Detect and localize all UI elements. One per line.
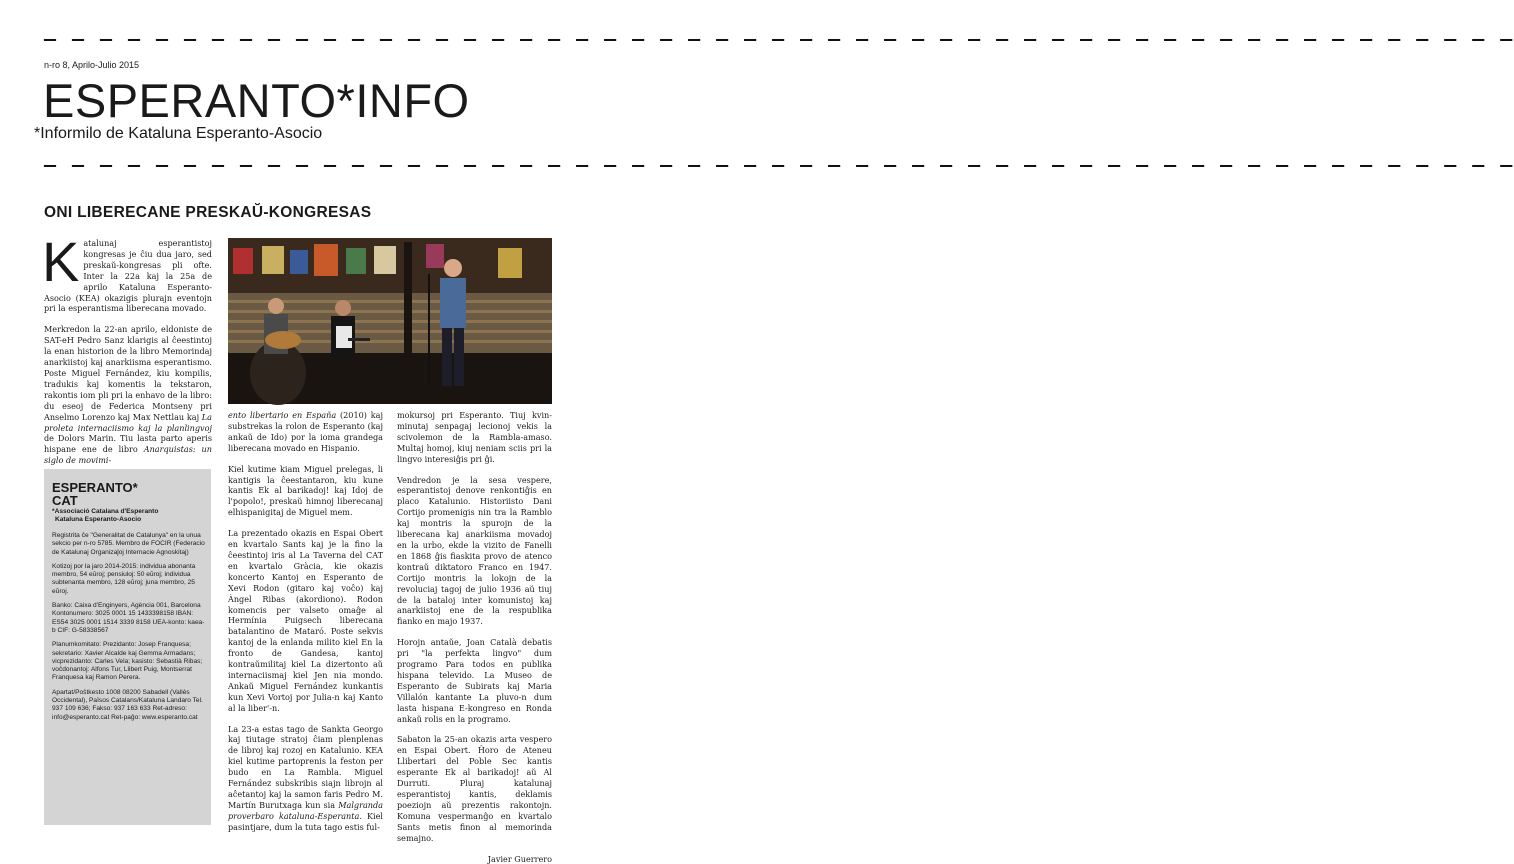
concert-photo-illustration (228, 238, 552, 404)
paragraph: La prezentado okazis en Espai Obert en kvartalo Sants kaj je la fino la ĉeestintoj iris al La Taverna del CAT en kvartalo Gràcia, kie okazis koncerto Kantoj en Esperanto de Xevi Rodon (gitaro kaj voĉo) kaj Àngel Ribas (akordiono). Rodon komencis per valseto omaĝe al Hermínia Puigsech liberecana batalantino de Mataró. Poste sekvis kantoj de la enlanda milito kiel En la fronto de Gandesa, kantoj kontraŭmilitaj kiel La dizertonto aŭ internaciismaj kiel Jen nia mondo. Ankaŭ Miguel Fernández kunkantis kun Xevi Vortoj por Julia-n kaj Kanto al la liber'-n. (228, 528, 383, 713)
box-title: ESPERANTO* CAT (52, 480, 138, 508)
article-column-3 (397, 410, 552, 864)
dropcap: K (42, 230, 80, 293)
concert-photo (228, 238, 552, 404)
committee-list: Planumkomitato: Prezidanto: Josep Franquesa; sekretario: Xavier Alcalde kaj Gemma Armadans; vicprezidanto: Carles Vela; kasisto: Sebastià Ribas; voĉdonantoj: Alfons Tur, Llibert Puig, Montserrat Franquesa kaj Ramon Perera. (52, 641, 203, 682)
masthead-subtitle: *Informilo de Kataluna Esperanto-Asocio (34, 125, 323, 142)
paragraph: Sabaton la 25-an okazis arta vespero en Espai Obert. Ĥoro de Ateneu Llibertari del Poble Sec kantis esperante Ek al barikadoj! aŭ Al Durruti. Pluraj katalunaj esperantistoj kantis, deklamis poeziojn aŭ prezentis rakontojn. Komuna vespermanĝo en kvartalo Sants metis finon al memorinda semajno. (397, 734, 552, 843)
article-headline: ONI LIBERECANE PRESKAŬ-KONGRESAS (44, 204, 372, 221)
bottom-dash-rule: — — — — — — — — — — — — — — — — — — — — — — — — — — — — — — — — — — — — — — — — — — — — — — — — — — — — — (44, 155, 1514, 178)
article-column-2 (228, 410, 383, 843)
article-column-1 (42, 230, 212, 476)
masthead-title: ESPERANTO*INFO (43, 74, 470, 127)
paragraph: Kiel kutime kiam Miguel prelegas, li kantigis la ĉeestantaron, kiu kune kantis Ek al barikadoj! kaj Idoj de l'popolo!, preskaŭ himnoj liberecanaj elhispanigitaj de Miguel mem. (228, 463, 383, 518)
author-signature: Javier Guerrero (487, 853, 552, 864)
paragraph: Horojn antaŭe, Joan Català debatis pri "la perfekta lingvo" dum programo Para todos en publika hispana televido. La Museo de Esperanto de Subirats kaj Maria Villalón kantante La pluvo-n dum lasta hispana E-kongreso en Ronda ankaŭ rolis en la programo. (397, 637, 552, 724)
paragraph: ento libertario en España (2010) kaj substrekas la rolon de Esperanto (kaj ankaŭ de Ido) por la ioma grandega liberecana movado en Hispanio. (228, 410, 383, 453)
paragraph: Vendredon je la sesa vespere, esperantistoj denove renkontiĝis en placo Katalunio. Historiisto Dani Cortijo promenigis nin tra la Ramblo kaj montris la spurojn de la liberecana kaj anarkiisma movadoj en la urbo, ekde la vizito de Fanelli en 1868 ĝis fiaskita provo de atenco kontraŭ diktatoro Franco en 1947. Cortijo montris la lokojn de la revoluciaj tagoj de julio 1936 aŭ tiuj de la bataloj inter komunistoj kaj anarkiistoj ene de la respublika fianko en majo 1937. (397, 474, 552, 627)
contact-address: Apartat/Poŝtkesto 1008 08200 Sabadell (Vallès Occidental), Països Catalans/Kataluna Landaro Tel. 937 109 636; Fakso: 937 163 633 Ret-adreso: info@esperanto.cat Ret-paĝo: www.esperanto.cat (52, 688, 203, 721)
association-info-box (44, 469, 211, 825)
top-dash-rule: — — — — — — — — — — — — — — — — — — — — — — — — — — — — — — — — — — — — — — — — — — — — — — — — — — — — — (44, 29, 1514, 52)
box-body (52, 532, 207, 728)
box-subtitle: *Associació Catalana d'Esperanto Kataluna Esperanto-Asocio (52, 508, 159, 523)
issue-number: n-ro 8, Aprilo-Julio 2015 (44, 60, 140, 70)
paragraph: Merkredon la 22-an aprilo, eldoniste de SAT-eH Pedro Sanz klarigis al ĉeestintoj la enan historion de la libro Memorindaj anarkiistoj kaj anarkiisma esperantismo. Poste Miguel Fernández, kiu kompilis, tradukis kaj komentis la tekstaron, rakontis iom pli pri la enhavo de la libro: du eseoj de Federica Montseny pri Anselmo Lorenzo kaj Max Nettlau kaj La proleta internaciismo kaj la planlingvoj de Dolors Marin. Tiu lasta parto aperis hispane ene de libro Anarquistas: un siglo de movimi- (44, 324, 212, 466)
intro-paragraph: Katalunaj esperantistoj kongresas je ĉiu dua jaro, sed preskaŭ-kongresas pli ofte. Inter la 22a kaj la 25a de aprilo Kataluna Esperanto-Asocio (KEA) okazigis plurajn eventojn pri la esperantisma liberecana movado. (42, 230, 212, 314)
paragraph: La 23-a estas tago de Sankta Georgo kaj tiutage stratoj ĉiam plenplenas de libroj kaj rozoj en Katalunio. KEA kiel kutime partoprenis la feston per budo en La Rambla. Miguel Fernández subskribis siajn librojn al aĉetantoj kaj la samon faris Pedro M. Martín Burutxaga kun sia Malgranda proverbaro kataluna-Esperanta. Kiel pasintjare, dum la tuta tago estis ful- (228, 723, 383, 832)
membership-fees: Kotizoj por la jaro 2014-2015: individua abonanta membro, 54 eŭroj; pensiuloj: 50 eŭroj; individua subtenanta membro, 128 eŭroj; juna membro, 25 eŭroj. (52, 562, 196, 595)
paragraph: mokursoj pri Esperanto. Tiuj kvin-minutaj senpagaj lecionoj vekis la scivolemon de la Rambla-amaso. Multaj homoj, kiuj neniam sciis pri la lingvo interesiĝis pri ĝi. (397, 410, 552, 464)
bank-details: Banko: Caixa d'Enginyers, Agència 001, Barcelona Kontonumero: 3025 0001 15 1433398158 IBAN: ES54 3025 0001 1514 3339 8158 UEA-konto: kaea-b CIF: G-58338567 (52, 602, 205, 634)
registration-info: Registrita ĉe "Generalitat de Catalunya" en la unua sekcio per n-ro 5785. Membro de FOCIR (Federacio de Katalunaj Organizaĵoj Internacie Agnoskitaj) (52, 532, 205, 556)
